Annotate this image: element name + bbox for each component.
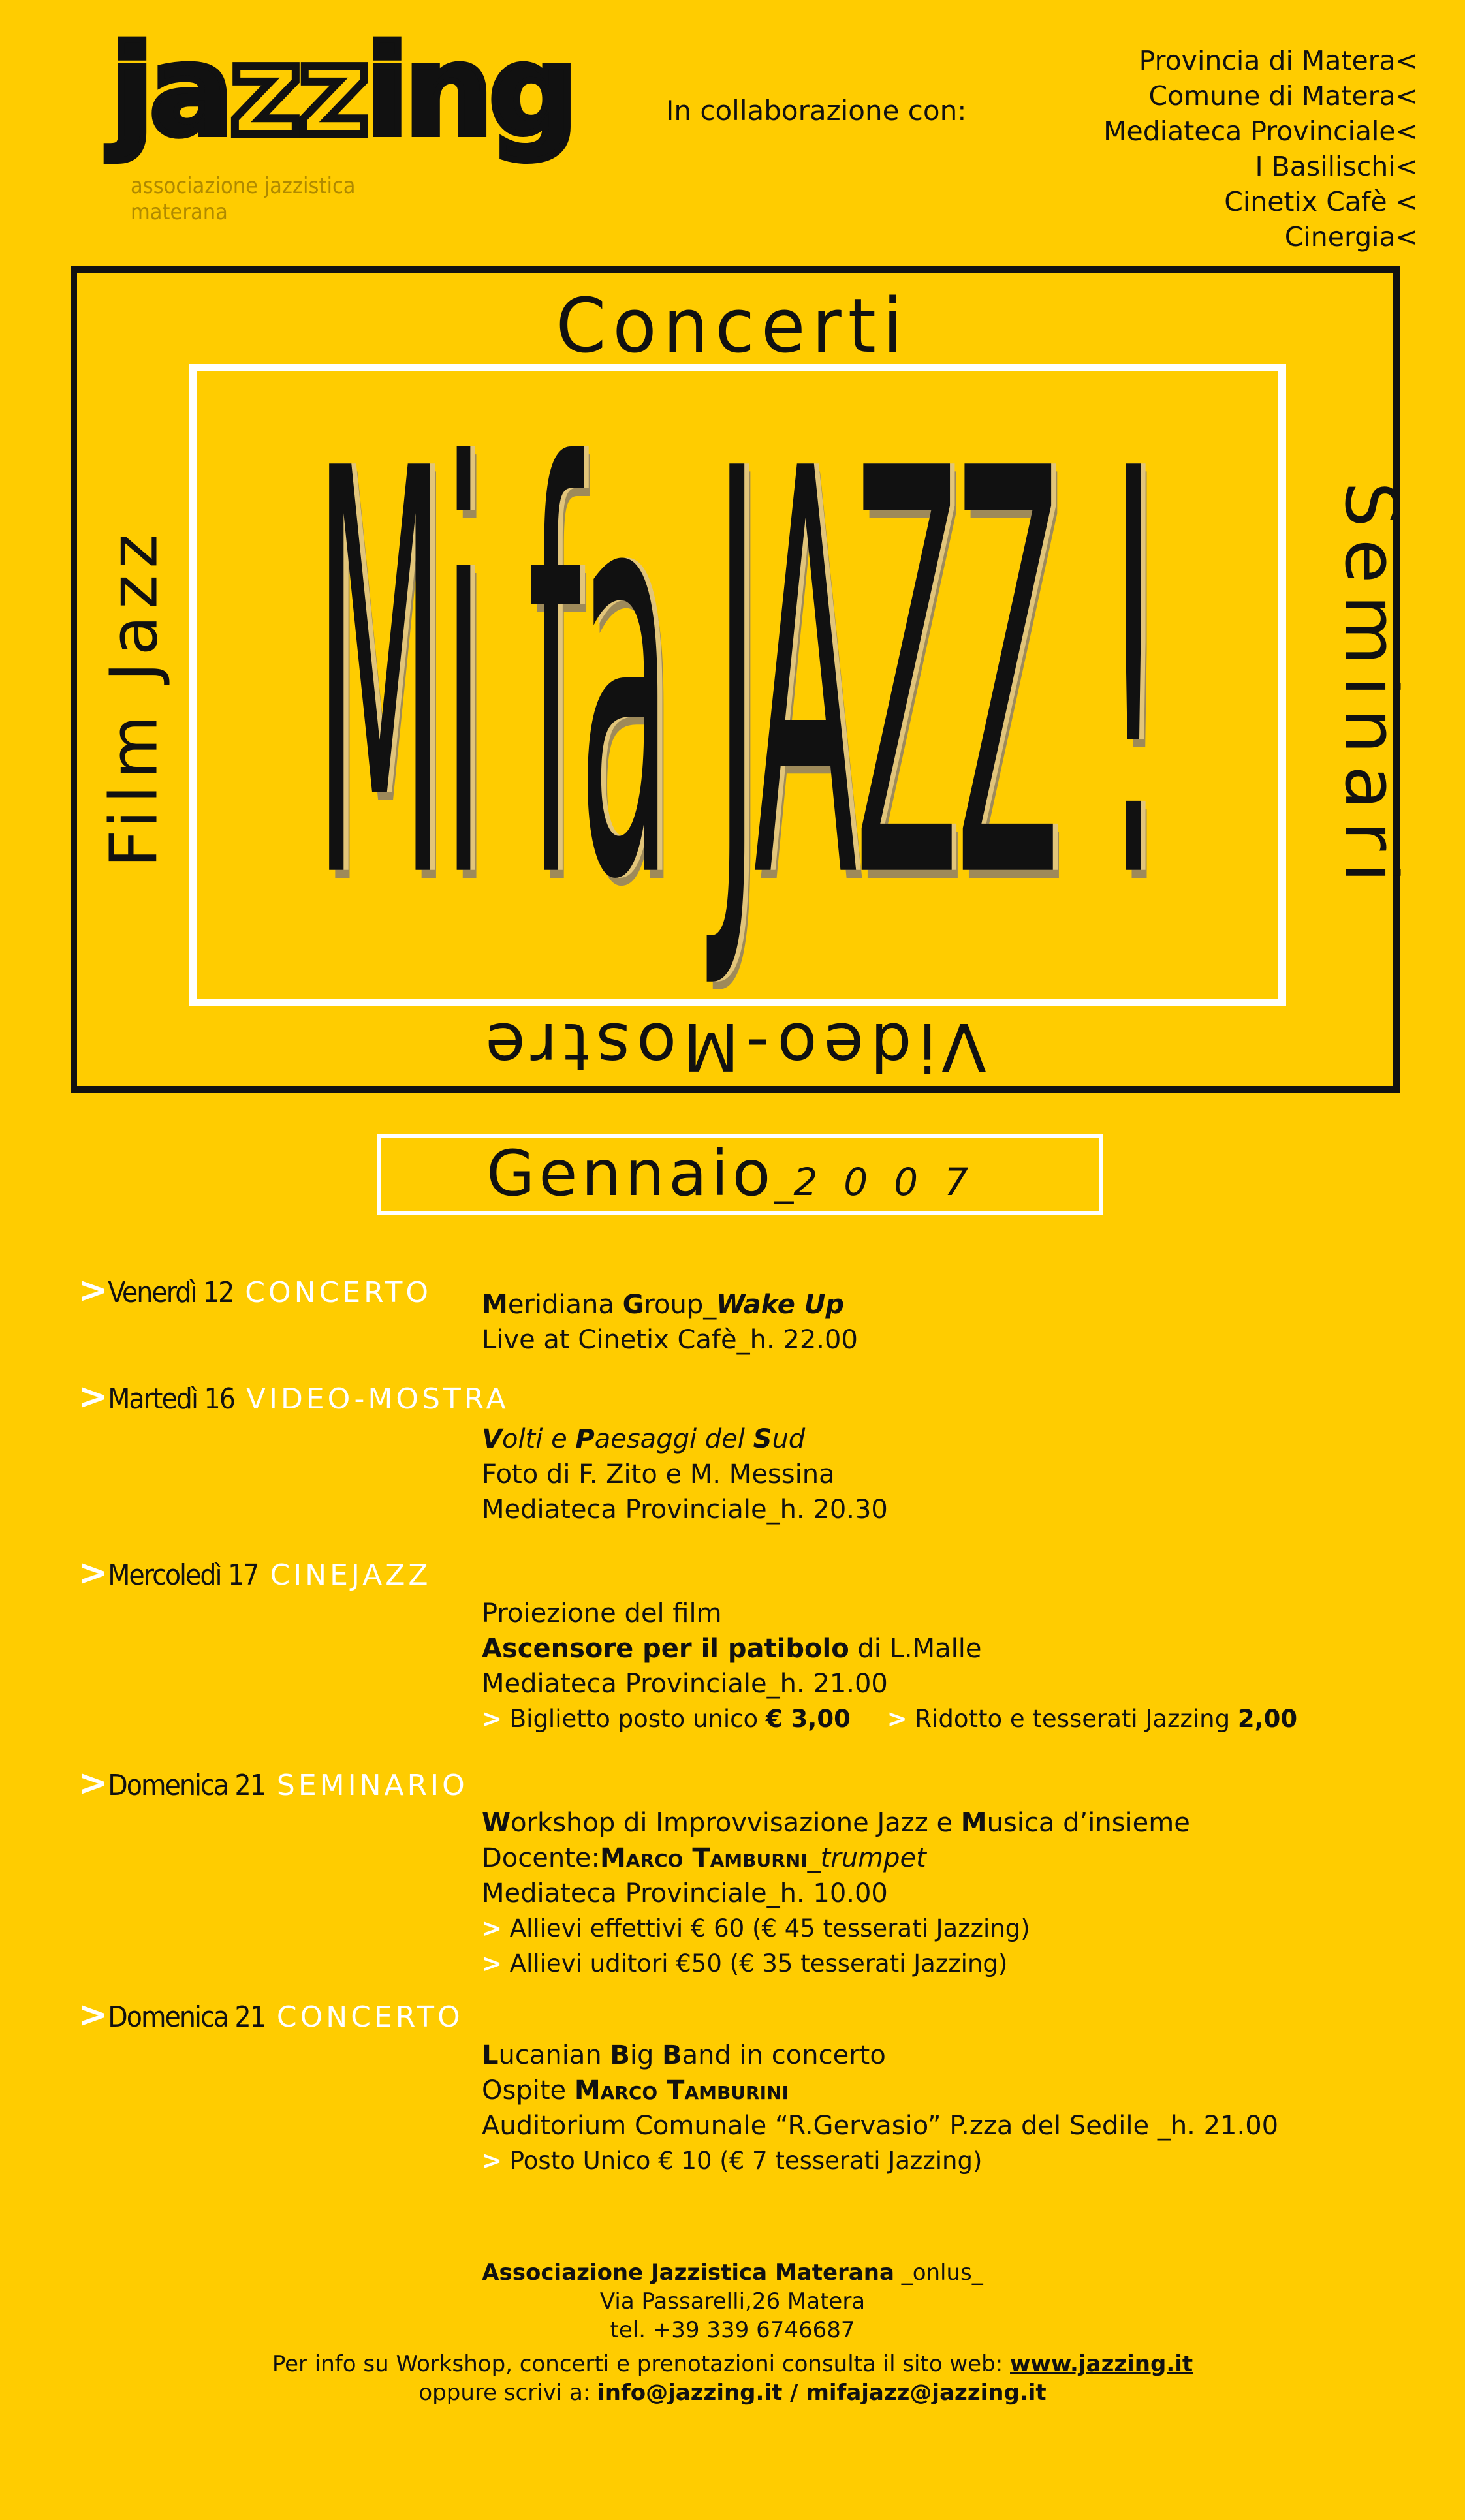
logo-word-start: ja [111,19,230,163]
title-initial: S [753,1424,772,1454]
logo-word-end: ing [366,19,574,163]
month-box [377,1134,1103,1215]
event-details [482,1422,888,1527]
website-link[interactable]: www.jazzing.it [1010,2351,1193,2377]
guest-line [482,2073,1278,2108]
month-separator: _ [774,1160,794,1204]
label-concerti: Concerti [556,281,909,370]
title-part: ig [629,2040,663,2070]
guest-name: Marco Tamburini [574,2076,789,2106]
ticket-line [482,1702,1297,1737]
logo-tagline: associazione jazzistica materana [131,173,356,225]
guest-label: Ospite [482,2076,575,2106]
footer-info-text: Per info su Workshop, concerti e prenotazioni consulta il sito web: [272,2351,1010,2377]
month-year: 2007 [793,1160,994,1204]
title-initial: M [960,1808,987,1838]
title-initial: B [610,2040,630,2070]
event-type: CONCERTO [276,2000,464,2034]
teacher-role: trumpet [820,1843,926,1873]
partner-item: Comune di Matera< [1148,80,1418,112]
email-links[interactable]: info@jazzing.it / mifajazz@jazzing.it [597,2380,1047,2406]
event-heading [78,1269,432,1311]
collaboration-label: In collaborazione con: [666,95,967,127]
title-part: aesaggi del [594,1424,753,1454]
title-part: olti e [501,1424,576,1454]
teacher-sep: _ [807,1843,821,1873]
event-day: Domenica 21 [108,1769,265,1802]
event-details [482,1805,1190,1982]
title-part: usica d’insieme [986,1808,1190,1838]
event-venue: Mediateca Provinciale_h. 21.00 [482,1669,888,1699]
title-part: eridiana [507,1290,623,1320]
arrow-icon: > [78,1994,108,2035]
title-initial: M [482,1290,508,1320]
footer [0,2258,1465,2407]
title-initial: G [622,1290,644,1320]
ticket-label: Ridotto e tesserati Jazzing [915,1705,1238,1733]
bullet-arrow-icon: > [482,2147,503,2175]
event-title [482,1287,858,1322]
ticket-price: € 3,00 [765,1705,851,1733]
event-type: SEMINARIO [276,1769,468,1802]
event-day: Venerdì 12 [108,1276,234,1309]
event-heading [78,1762,468,1803]
event-venue: Mediateca Provinciale_h. 10.00 [482,1878,888,1908]
logo-word-zz: zz [229,19,366,163]
event-details [482,1287,858,1358]
event-venue: Mediateca Provinciale_h. 20.30 [482,1495,888,1525]
arrow-icon: > [78,1269,108,1311]
event-title [482,1422,888,1457]
label-video-mostre: Video-Mostre [479,1008,986,1085]
event-heading [78,1994,464,2035]
footer-org: Associazione Jazzistica Materana [482,2260,894,2286]
price-note-text: Posto Unico € 10 (€ 7 tesserati Jazzing) [509,2147,983,2175]
price-note [482,2143,1278,2179]
bullet-arrow-icon: > [482,1950,503,1978]
price-note [482,1946,1190,1982]
event-venue: Live at Cinetix Cafè_h. 22.00 [482,1325,858,1355]
title-part: orkshop di Improvvisazione Jazz e [511,1808,961,1838]
footer-info-line [0,2350,1465,2378]
event-type: CINEJAZZ [270,1559,432,1592]
arrow-icon: > [78,1376,108,1417]
bullet-arrow-icon: > [482,1705,503,1733]
teacher-name: Marco Tamburni [600,1843,808,1873]
title-initial: W [482,1808,511,1838]
event-title [482,2038,1278,2073]
event-type: VIDEO-MOSTRA [245,1382,509,1416]
arrow-icon: > [78,1762,108,1803]
ticket-label: Biglietto posto unico [509,1705,766,1733]
event-heading [78,1376,509,1417]
event-details [482,2038,1278,2179]
price-note [482,1911,1190,1946]
title-initial: B [662,2040,682,2070]
ticket-price: 2,00 [1237,1705,1298,1733]
footer-write-text: oppure scrivi a: [418,2380,598,2406]
footer-org-suffix: _onlus_ [894,2260,983,2286]
partners-list [1103,43,1418,255]
event-type: CONCERTO [245,1276,432,1309]
event-venue: Auditorium Comunale “R.Gervasio” P.zza del Sedile _h. 21.00 [482,2111,1279,2141]
partner-item: Cinergia< [1284,221,1418,253]
title-initial: P [575,1424,595,1454]
film-line [482,1631,1297,1666]
title-subtitle: Wake Up [716,1290,844,1320]
footer-phone: tel. +39 339 6746687 [610,2317,855,2343]
event-title [482,1805,1190,1841]
title-initial: L [482,2040,499,2070]
arrow-icon: > [78,1552,108,1593]
title-part: ucanian [498,2040,610,2070]
footer-org-line [0,2258,1465,2287]
price-note-text: Allievi uditori €50 (€ 35 tesserati Jazzing) [509,1950,1008,1978]
teacher-line [482,1841,1190,1876]
title-part: roup_ [644,1290,717,1320]
partner-item: Cinetix Cafè < [1224,186,1418,217]
headline-container [196,354,1280,1004]
partner-item: Provincia di Matera< [1139,45,1418,76]
event-day: Domenica 21 [108,2000,265,2034]
bullet-arrow-icon: > [482,1914,503,1942]
label-seminari: Seminari [1329,481,1413,895]
film-director: di L.Malle [849,1634,982,1664]
film-title: Ascensore per il patibolo [482,1634,849,1664]
title-initial: V [482,1424,502,1454]
title-part: ud [772,1424,806,1454]
price-note-text: Allievi effettivi € 60 (€ 45 tesserati Jazzing) [509,1914,1030,1942]
event-day: Mercoledì 17 [108,1559,259,1592]
footer-email-line [0,2378,1465,2407]
jazzing-logo [111,19,574,225]
event-details [482,1596,1297,1737]
event-day: Martedì 16 [108,1382,234,1416]
label-film-jazz: Film Jazz [95,527,172,867]
event-line: Foto di F. Zito e M. Messina [482,1459,835,1489]
title-part: and in concerto [682,2040,886,2070]
event-heading [78,1552,432,1593]
bullet-arrow-icon: > [887,1705,907,1733]
footer-address: Via Passarelli,26 Matera [599,2288,866,2314]
teacher-label: Docente: [482,1843,600,1873]
partner-item: Mediateca Provinciale< [1103,116,1418,147]
partner-item: I Basilischi< [1255,151,1418,182]
headline-mi-fa-jazz: Mi fa JAZZ ! [314,354,1161,1004]
logo-wordmark [111,19,574,163]
month-name: Gennaio [486,1137,775,1210]
event-line: Proiezione del film [482,1598,722,1628]
